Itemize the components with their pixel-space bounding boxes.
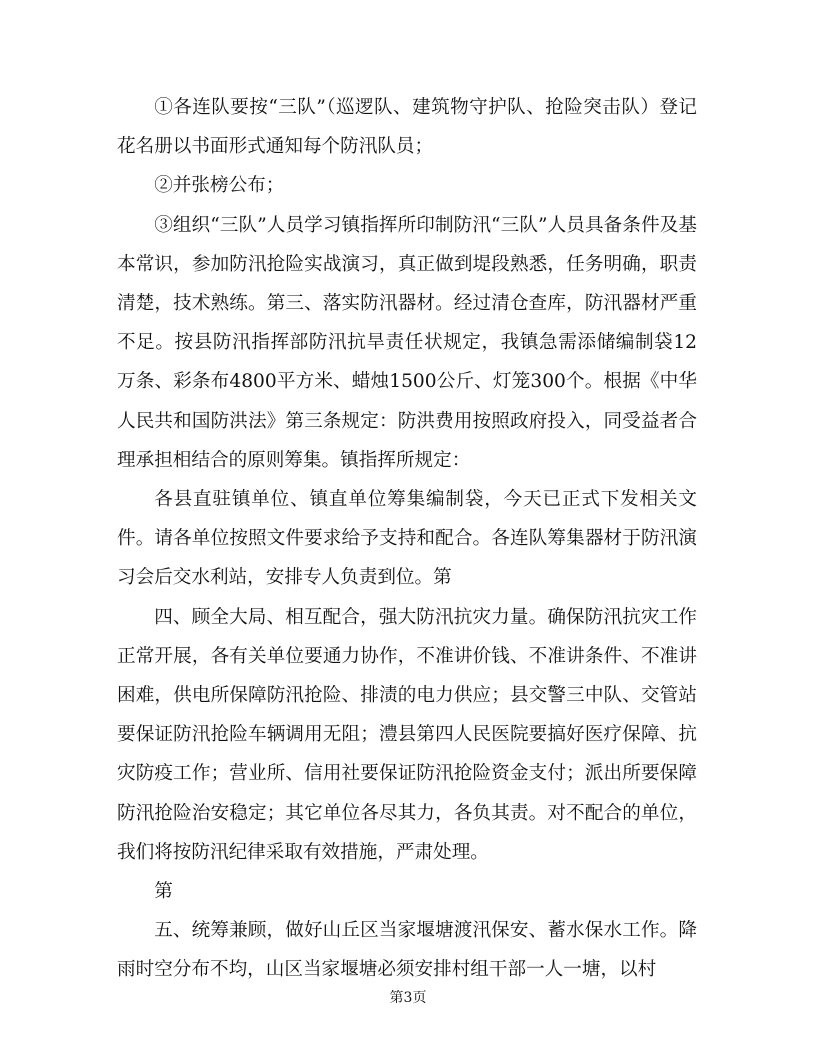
page-number-footer: 第3页 (389, 990, 427, 1006)
paragraph-6: 第 (154, 881, 173, 903)
paragraph-4: 各县直驻镇单位、镇直单位筹集编制袋，今天已正式下发相关文件。请各单位按照文件要求给予支持和配合。各连队筹集器材于防汛演习会后交水利站，安排专人负责到位。第 (117, 489, 697, 589)
paragraph-3: ③组织“三队”人员学习镇指挥所印制防汛“三队”人员具备条件及基本常识，参加防汛抢险实战演习，真正做到堤段熟悉，任务明确，职责清楚，技术熟练。第三、落实防汛器材。经过清仓查库，防汛器材严重不足。按县防汛指挥部防汛抗旱责任状规定，我镇急需添储编制袋12万条、彩条布4800平方米、蜡烛1500公斤、灯笼300个。根据《中华人民共和国防洪法》第三条规定：防洪费用按照政府投入，同受益者合理承担相结合的原则筹集。镇指挥所规定： (117, 214, 697, 471)
paragraph-2: ②并张榜公布； (154, 175, 285, 197)
document-body (117, 88, 697, 990)
paragraph-5: 四、顾全大局、相互配合，强大防汛抗灾力量。确保防汛抗灾工作正常开展，各有关单位要通力协作，不准讲价钱、不准讲条件、不准讲困难，供电所保障防汛抢险、排渍的电力供应；县交警三中队、交管站要保证防汛抢险车辆调用无阻；澧县第四人民医院要搞好医疗保障、抗灾防疫工作；营业所、信用社要保证防汛抢险资金支付；派出所要保障防汛抢险治安稳定；其它单位各尽其力，各负其责。对不配合的单位，我们将按防汛纪律采取有效措施，严肃处理。 (117, 606, 697, 863)
paragraph-1: ①各连队要按“三队”（巡逻队、建筑物守护队、抢险突击队）登记花名册以书面形式通知每个防汛队员； (117, 97, 697, 158)
paragraph-7: 五、统筹兼顾，做好山丘区当家堰塘渡汛保安、蓄水保水工作。降雨时空分布不均，山区当家堰塘必须安排村组干部一人一塘，以村 (117, 920, 697, 981)
